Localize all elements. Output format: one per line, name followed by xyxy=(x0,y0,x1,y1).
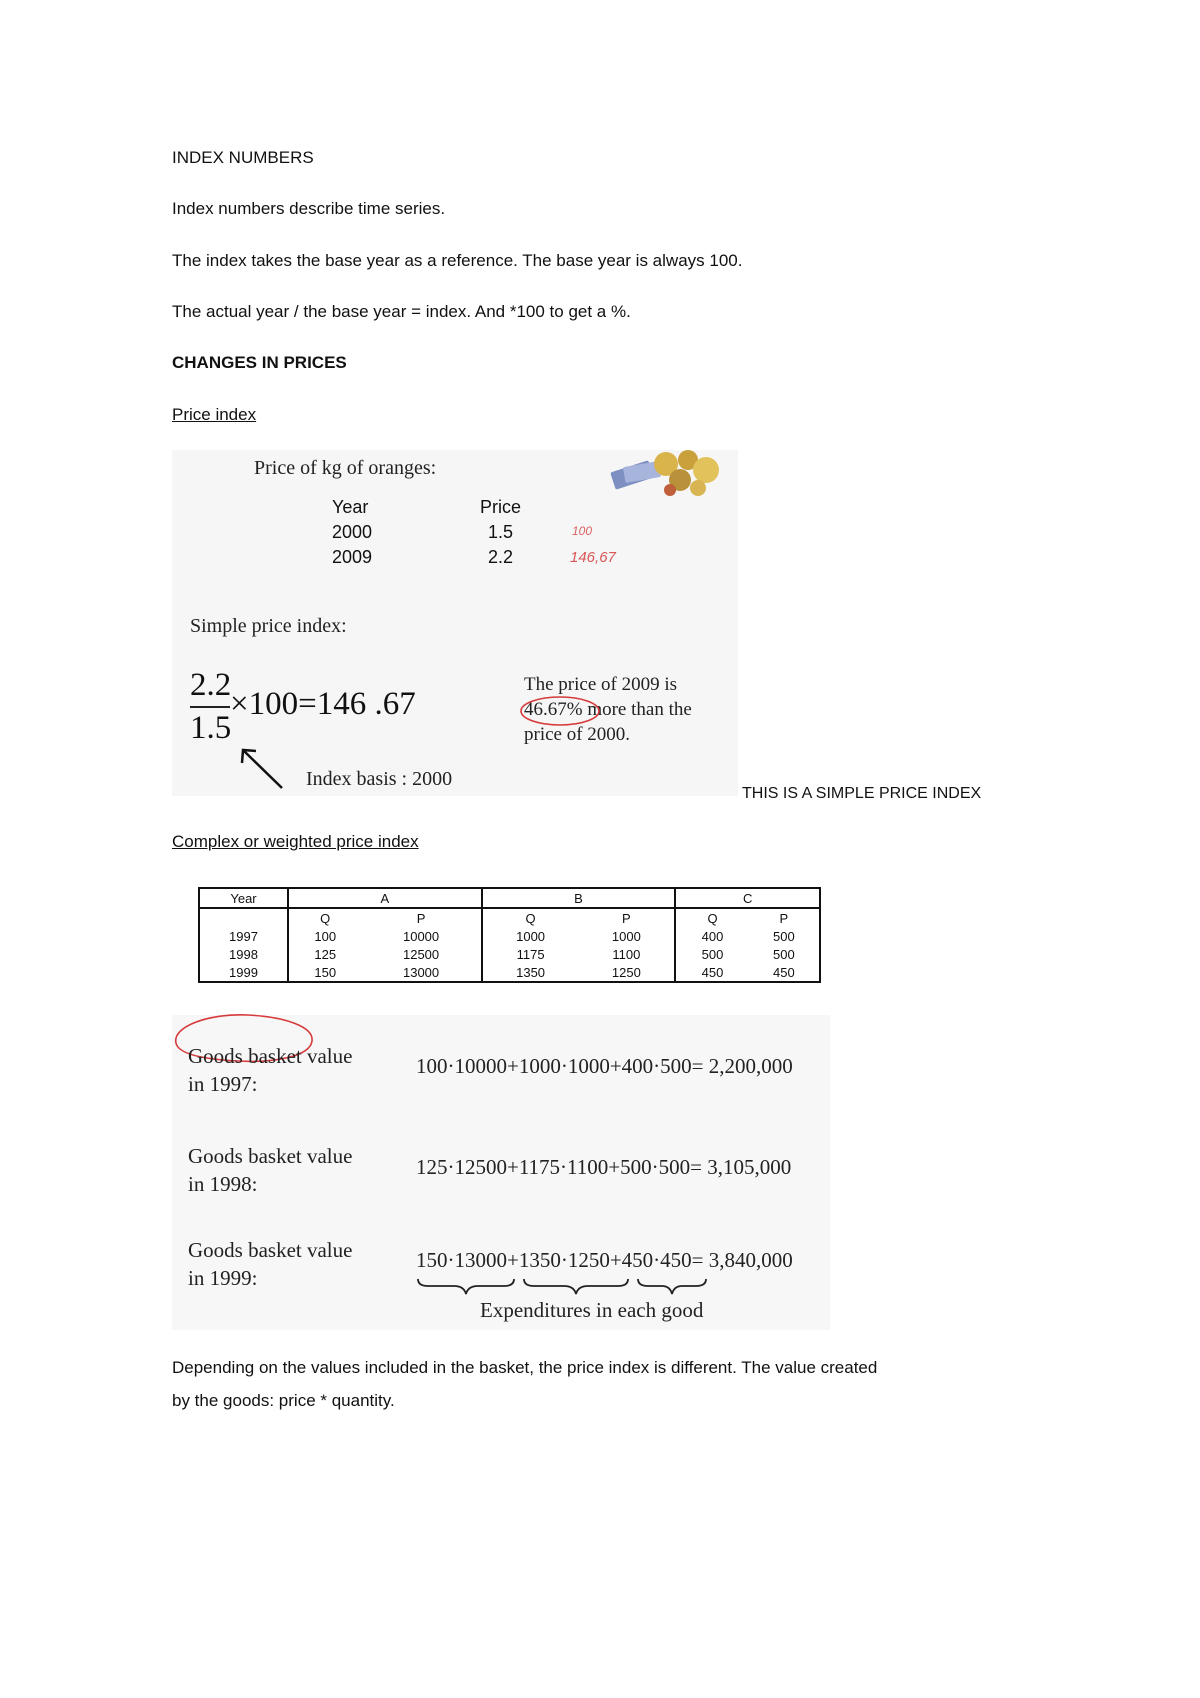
table-cell: 450 xyxy=(773,964,795,980)
table-cell: 100 xyxy=(288,927,361,945)
simple-price-index-figure xyxy=(172,450,738,796)
paragraph-definition: Index numbers describe time series. xyxy=(172,199,446,218)
figure-title: Price of kg of oranges: xyxy=(254,457,437,479)
table-cell: 500 xyxy=(773,946,795,962)
year-cell: 2000 xyxy=(332,522,373,542)
price-cell: 1.5 xyxy=(488,522,514,542)
table-header-row xyxy=(200,889,819,908)
basket-label-line: in 1998: xyxy=(188,1172,258,1196)
table-cell: 1000 xyxy=(482,927,579,945)
basket-equation-1998: 125·12500+1175·1100+500·500= 3,105,000 xyxy=(416,1155,792,1179)
page-heading: INDEX NUMBERS xyxy=(172,148,314,167)
table-cell: 500 xyxy=(675,945,748,963)
table-cell: 450 xyxy=(675,963,748,981)
basket-label-line: Goods basket value xyxy=(188,1144,353,1168)
table-cell: 1100 xyxy=(612,946,641,962)
paragraph-base-year: The index takes the base year as a reference. The base year is always 100. xyxy=(172,251,743,270)
table-header-cell: Year xyxy=(200,889,288,908)
table-header-cell: C xyxy=(675,889,819,908)
table-header-cell: B xyxy=(482,889,676,908)
basket-label-line: Goods basket value xyxy=(188,1238,353,1262)
column-header-year: Year xyxy=(332,497,369,517)
table-subheader-cell: Q xyxy=(288,908,361,927)
table-cell: 1000 xyxy=(611,928,641,944)
table-cell: 125 xyxy=(288,945,361,963)
table-cell: 500 xyxy=(773,928,795,944)
paragraph-final-line-2: by the goods: price * quantity. xyxy=(172,1391,395,1410)
section-heading: CHANGES IN PRICES xyxy=(172,353,347,372)
table-subheader-cell: P xyxy=(779,910,789,926)
table-cell: 150 xyxy=(288,963,361,981)
table-cell: 12500 xyxy=(402,946,440,962)
table-header-cell: A xyxy=(288,889,482,908)
basket-label-line: in 1999: xyxy=(188,1266,258,1290)
note-line-1: The price of 2009 is xyxy=(524,674,678,695)
table-row xyxy=(200,945,819,963)
basket-equation-1997: 100·10000+1000·1000+400·500= 2,200,000 xyxy=(416,1054,793,1078)
red-circle-annotation xyxy=(518,694,602,728)
table-cell: 10000 xyxy=(402,928,440,944)
fraction-denominator: 1.5 xyxy=(190,710,232,746)
paragraph-formula: The actual year / the base year = index. And *100 to get a %. xyxy=(172,302,631,321)
basket-label-line: in 1997: xyxy=(188,1072,258,1096)
basket-label-1997 xyxy=(188,1042,352,1098)
fraction-numerator: 2.2 xyxy=(190,667,232,703)
column-header-price: Price xyxy=(480,497,522,517)
table-cell: 1250 xyxy=(611,964,641,980)
year-cell: 2009 xyxy=(332,547,373,567)
table-subheader-cell: P xyxy=(622,910,631,926)
note-percent-value: 46.67% xyxy=(524,699,583,720)
table-cell: 400 xyxy=(675,927,748,945)
basket-label-1998 xyxy=(188,1142,352,1198)
expenditures-label: Expenditures in each good xyxy=(480,1298,704,1322)
handwritten-note: 100 xyxy=(572,524,593,538)
basket-label-1999 xyxy=(188,1236,352,1292)
price-index-heading: Price index xyxy=(172,405,257,424)
price-cell: 2.2 xyxy=(488,547,514,567)
table-row xyxy=(200,927,819,945)
note-line-2 xyxy=(524,697,692,722)
note-line-2-rest: more than the xyxy=(582,699,692,720)
basket-data-table xyxy=(198,887,821,983)
handwritten-note: 146,67 xyxy=(570,549,616,566)
goods-basket-figure xyxy=(172,1015,830,1330)
index-calculation: ×100=146 .67 xyxy=(230,686,416,722)
complex-index-heading: Complex or weighted price index xyxy=(172,832,419,851)
table-subheader-cell: Q xyxy=(675,908,748,927)
table-cell: 1175 xyxy=(482,945,579,963)
arrow-icon xyxy=(238,746,288,792)
table-row xyxy=(200,963,819,981)
note-percent xyxy=(524,699,583,720)
paragraph-final-line-1: Depending on the values included in the basket, the price index is different. The value created xyxy=(172,1358,878,1377)
note-text xyxy=(524,672,692,747)
table-subheader-row xyxy=(200,908,819,927)
table-subheader-cell: P xyxy=(416,910,426,926)
basket-label-line: Goods basket value xyxy=(188,1044,353,1068)
simple-price-index-label: Simple price index: xyxy=(190,615,347,637)
table-cell: 13000 xyxy=(402,964,440,980)
table-cell: 1998 xyxy=(229,946,258,962)
table-subheader-cell: Q xyxy=(482,908,579,927)
index-basis-label: Index basis : 2000 xyxy=(306,768,453,790)
table-cell: 1999 xyxy=(229,964,258,980)
table-cell: 1350 xyxy=(482,963,579,981)
simple-price-index-note: THIS IS A SIMPLE PRICE INDEX xyxy=(742,785,982,802)
fraction-bar xyxy=(190,706,230,708)
note-line-3: price of 2000. xyxy=(524,724,631,745)
brace-icon xyxy=(416,1277,746,1297)
coins-icon xyxy=(606,450,726,500)
table-cell: 1997 xyxy=(229,928,258,944)
basket-equation-1999: 150·13000+1350·1250+450·450= 3,840,000 xyxy=(416,1248,793,1272)
